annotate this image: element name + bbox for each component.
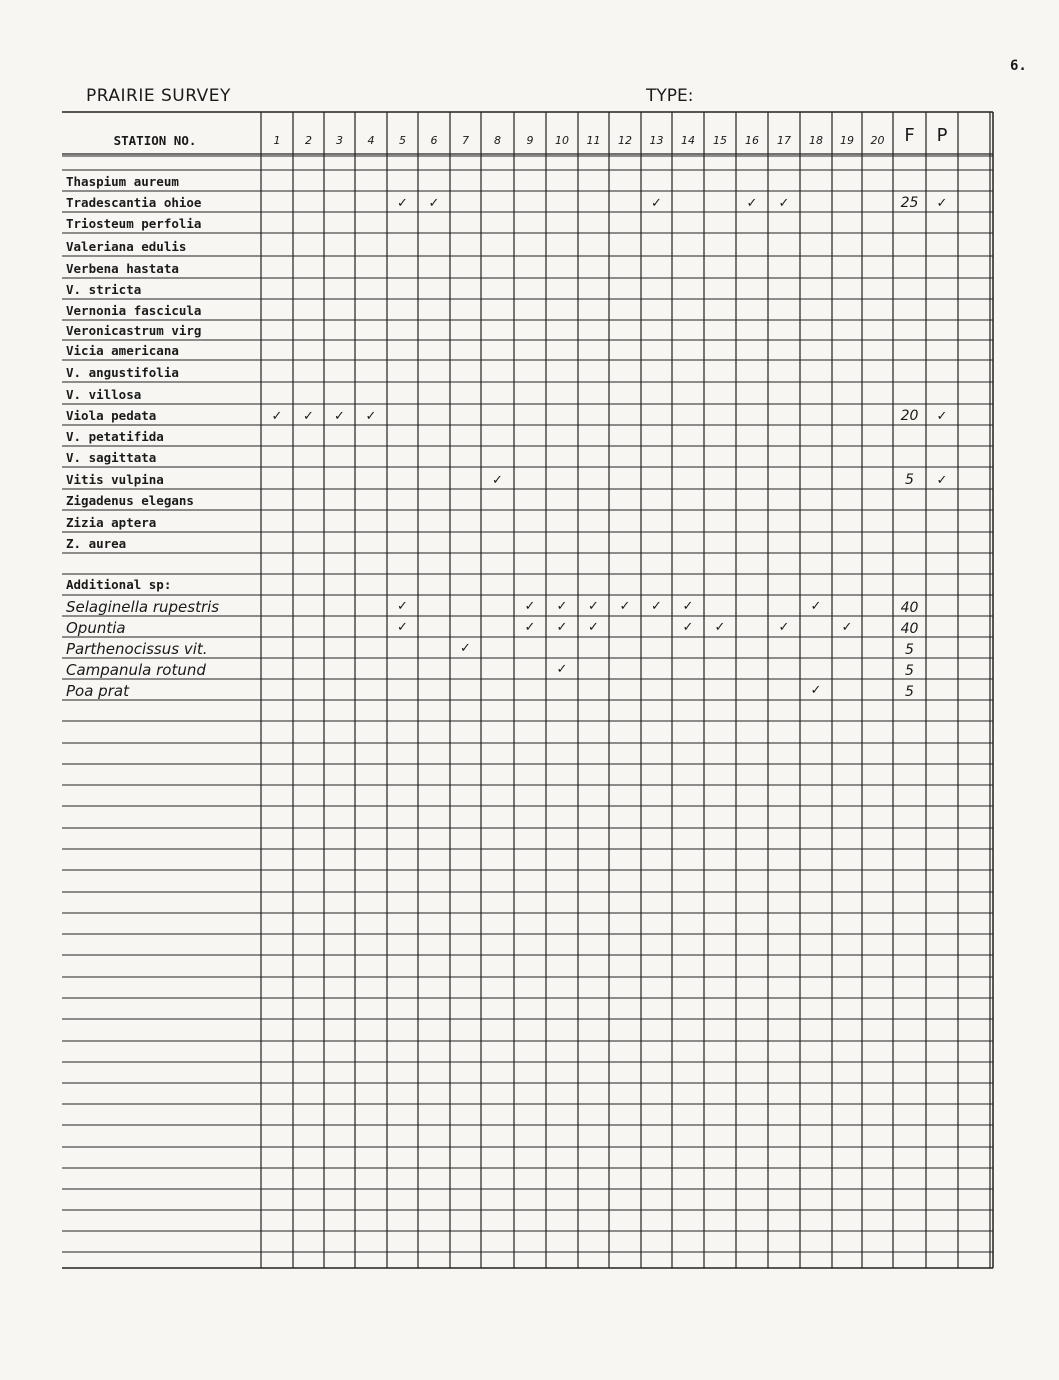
- station-number: 11: [586, 134, 601, 147]
- check-mark: ✓: [397, 620, 408, 635]
- frequency-value: 5: [905, 472, 914, 488]
- station-number: 14: [681, 134, 695, 147]
- check-mark: ✓: [303, 409, 314, 424]
- check-mark: ✓: [810, 683, 822, 698]
- presence-check: ✓: [936, 473, 948, 488]
- check-mark: ✓: [271, 409, 283, 424]
- station-number: 16: [745, 134, 759, 147]
- station-number: 8: [494, 134, 501, 147]
- station-number: 5: [399, 134, 406, 147]
- additional-species-label: Additional sp:: [66, 577, 172, 592]
- species-name: Tradescantia ohioe: [66, 195, 202, 210]
- station-number: 12: [618, 134, 632, 147]
- check-mark: ✓: [810, 599, 822, 614]
- station-number: 4: [367, 134, 375, 147]
- frequency-value: 20: [900, 408, 919, 424]
- species-name: Verbena hastata: [66, 261, 179, 276]
- station-number: 13: [649, 134, 664, 147]
- species-name: V. angustifolia: [66, 365, 179, 380]
- check-mark: ✓: [365, 409, 377, 424]
- species-name: Vicia americana: [66, 343, 179, 358]
- station-number: 7: [462, 134, 469, 147]
- additional-species-name: Campanula rotund: [66, 661, 206, 679]
- type-label: TYPE:: [646, 86, 694, 106]
- frequency-value: 40: [900, 600, 919, 616]
- check-mark: ✓: [556, 599, 568, 614]
- page-number: 6.: [1010, 58, 1027, 74]
- additional-species-name: Opuntia: [66, 619, 126, 637]
- check-mark: ✓: [428, 196, 440, 211]
- check-mark: ✓: [334, 409, 345, 424]
- check-mark: ✓: [714, 620, 726, 635]
- species-name: V. sagittata: [66, 450, 157, 465]
- check-mark: ✓: [524, 620, 536, 635]
- additional-species-name: Poa prat: [66, 682, 129, 700]
- check-mark: ✓: [651, 599, 662, 614]
- frequency-value: 5: [905, 663, 914, 679]
- check-mark: ✓: [746, 196, 758, 211]
- station-number: 6: [430, 134, 438, 147]
- station-number: 19: [840, 134, 854, 147]
- frequency-value: 40: [900, 621, 919, 637]
- station-number: 15: [713, 134, 727, 147]
- check-mark: ✓: [778, 620, 790, 635]
- presence-check: ✓: [936, 196, 948, 211]
- check-mark: ✓: [397, 196, 408, 211]
- check-mark: ✓: [524, 599, 536, 614]
- frequency-value: 5: [905, 684, 914, 700]
- check-mark: ✓: [682, 599, 694, 614]
- check-mark: ✓: [588, 620, 599, 635]
- station-number: 17: [777, 134, 791, 147]
- check-mark: ✓: [778, 196, 790, 211]
- check-mark: ✓: [619, 599, 631, 614]
- species-name: Zigadenus elegans: [66, 493, 194, 508]
- station-no-label: STATION NO.: [113, 133, 197, 148]
- species-name: Triosteum perfolia: [66, 216, 202, 231]
- page-title: PRAIRIE SURVEY: [86, 86, 231, 106]
- check-mark: ✓: [492, 473, 503, 488]
- frequency-value: 25: [900, 195, 919, 211]
- species-name: Thaspium aureum: [66, 174, 179, 189]
- frequency-value: 5: [905, 642, 914, 658]
- station-number: 1: [273, 134, 281, 147]
- species-name: Vernonia fascicula: [66, 303, 202, 318]
- station-number: 9: [526, 134, 534, 147]
- column-p-label: P: [936, 125, 948, 146]
- species-name: Z. aurea: [66, 536, 127, 551]
- station-number: 20: [870, 134, 885, 147]
- station-number: 18: [809, 134, 823, 147]
- check-mark: ✓: [397, 599, 408, 614]
- species-name: V. petatifida: [66, 429, 164, 444]
- check-mark: ✓: [841, 620, 853, 635]
- species-name: V. stricta: [66, 282, 142, 297]
- check-mark: ✓: [460, 641, 471, 656]
- species-name: Valeriana edulis: [66, 239, 187, 254]
- check-mark: ✓: [651, 196, 662, 211]
- check-mark: ✓: [556, 662, 568, 677]
- column-f-label: F: [904, 125, 915, 146]
- check-mark: ✓: [556, 620, 568, 635]
- station-number: 10: [555, 134, 569, 147]
- additional-species-name: Parthenocissus vit.: [66, 640, 208, 658]
- species-name: Vitis vulpina: [66, 472, 164, 487]
- station-number: 2: [305, 134, 312, 147]
- species-name: Zizia aptera: [66, 515, 157, 530]
- presence-check: ✓: [936, 409, 948, 424]
- species-name: V. villosa: [66, 387, 142, 402]
- station-number: 3: [336, 134, 343, 147]
- species-name: Viola pedata: [66, 408, 157, 423]
- check-mark: ✓: [588, 599, 599, 614]
- additional-species-name: Selaginella rupestris: [66, 598, 220, 616]
- check-mark: ✓: [682, 620, 694, 635]
- species-name: Veronicastrum virg: [66, 323, 202, 338]
